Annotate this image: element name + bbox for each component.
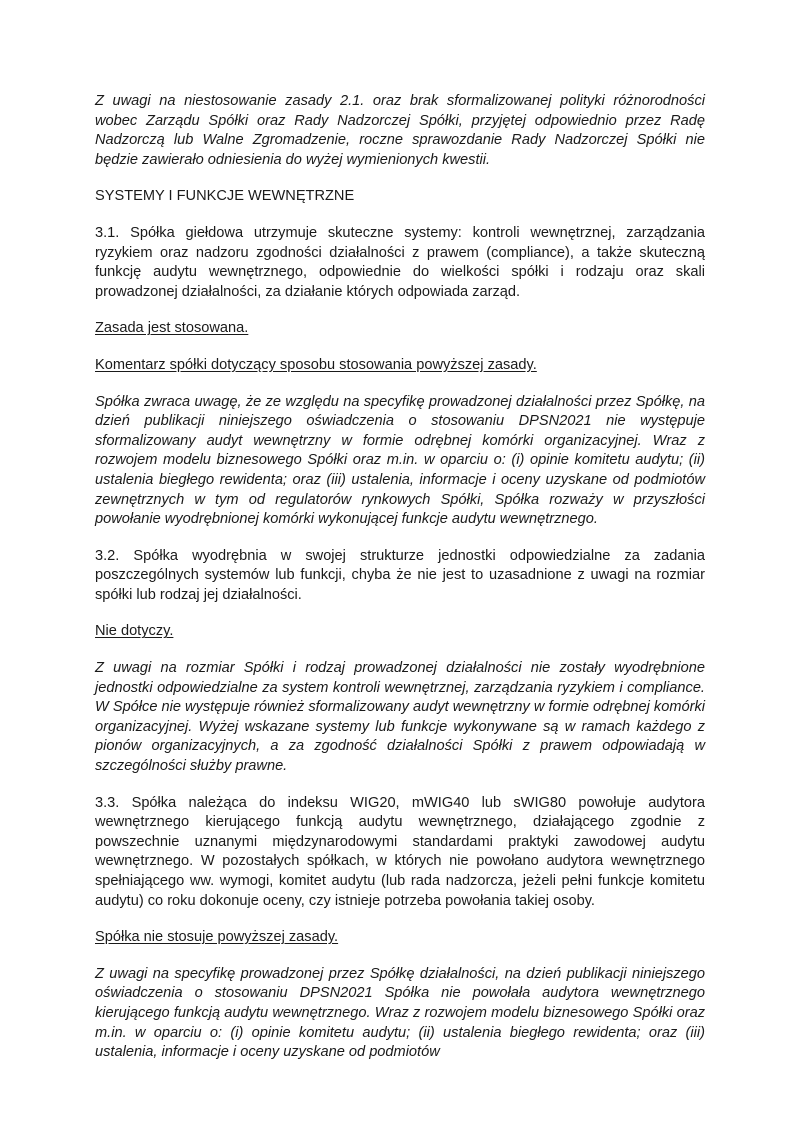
principle-3-2: 3.2. Spółka wyodrębnia w swojej strukturze jednostki odpowiedzialne za zadania poszczególnych systemów lub funkcji, chyba że nie jest to uzasadnione z uwagi na rozmiar spółki lub rodzaj jej działalności. (95, 547, 705, 603)
section-heading: SYSTEMY I FUNKCJE WEWNĘTRZNE (95, 188, 355, 205)
comment-3-3: Z uwagi na specyfikę prowadzonej przez Spółkę działalności, na dzień publikacji niniejszego oświadczenia o stosowaniu DPSN2021 Spółka nie powołała audytora wewnętrznego kierującego funkcją audytu wewnętrznego. Wraz z rozwojem modelu biznesowego Spółki oraz m.in. w oparciu o: (i) opinie komitetu audytu; (ii) ustalenia biegłego rewidenta; oraz (iii) ustalenia, informacje i oceny uzyskane od podmiotów (95, 965, 705, 1061)
comment-heading: Komentarz spółki dotyczący sposobu stosowania powyższej zasady. (95, 356, 537, 373)
comment-3-1: Spółka zwraca uwagę, że ze względu na specyfikę prowadzonej działalności przez Spółkę, na dzień publikacji niniejszego oświadczenia o stosowaniu DPSN2021 nie występuje sformalizowany audyt wewnętrzny w formie odrębnej komórki organizacyjnej. Wraz z rozwojem modelu biznesowego Spółki oraz m.in. w oparciu o: (i) opinie komitetu audytu; (ii) ustalenia biegłego rewidenta; oraz (iii) ustalenia, informacje i oceny uzyskane od podmiotów zewnętrznych w tym od regulatorów rynkowych Spółki, Spółka rozważy w przyszłości powołanie wyodrębnionej komórki wykonującej funkcje audytu wewnętrznego. (95, 393, 705, 528)
comment-3-2: Z uwagi na rozmiar Spółki i rodzaj prowadzonej działalności nie zostały wyodrębnione jednostki odpowiedzialne za system kontroli wewnętrznej, zarządzania ryzykiem i compliance. W Spółce nie występuje również sformalizowany audyt wewnętrzny w formie odrębnej komórki organizacyjnej. Wyżej wskazane systemy lub funkcje wykonywane są w ramach każdego z pionów organizacyjnych, a za zgodność działalności Spółki z prawem odpowiadają w szczególności służby prawne. (95, 660, 705, 775)
paragraph-diversity-comment: Z uwagi na niestosowanie zasady 2.1. oraz brak sformalizowanej polityki różnorodności wobec Zarządu Spółki oraz Rady Nadzorczej Spółki, przyjętej odpowiednio przez Radę Nadzorczą lub Walne Zgromadzenie, roczne sprawozdanie Rady Nadzorczej Spółki nie będzie zawierało odniesienia do wyżej wymienionych kwestii. (95, 93, 705, 168)
status-3-1: Zasada jest stosowana. (95, 320, 249, 337)
document-page (95, 92, 705, 1080)
status-3-3: Spółka nie stosuje powyższej zasady. (95, 929, 339, 946)
status-3-2: Nie dotyczy. (95, 623, 174, 640)
principle-3-1: 3.1. Spółka giełdowa utrzymuje skuteczne systemy: kontroli wewnętrznej, zarządzania ryzykiem oraz nadzoru zgodności działalności z prawem (compliance), a także skuteczną funkcję audytu wewnętrznego, odpowiednie do wielkości spółki i rodzaju oraz skali prowadzonej działalności, za działanie których odpowiada zarząd. (95, 224, 705, 300)
principle-3-3: 3.3. Spółka należąca do indeksu WIG20, mWIG40 lub sWIG80 powołuje audytora wewnętrznego kierującego funkcją audytu wewnętrznego, działającego zgodnie z powszechnie uznanymi międzynarodowymi standardami praktyki zawodowej audytu wewnętrznego. W pozostałych spółkach, w których nie powołano audytora wewnętrznego spełniającego ww. wymogi, komitet audytu (lub rada nadzorcza, jeżeli pełni funkcje komitetu audytu) co roku dokonuje oceny, czy istnieje potrzeba powołania takiej osoby. (95, 794, 705, 909)
